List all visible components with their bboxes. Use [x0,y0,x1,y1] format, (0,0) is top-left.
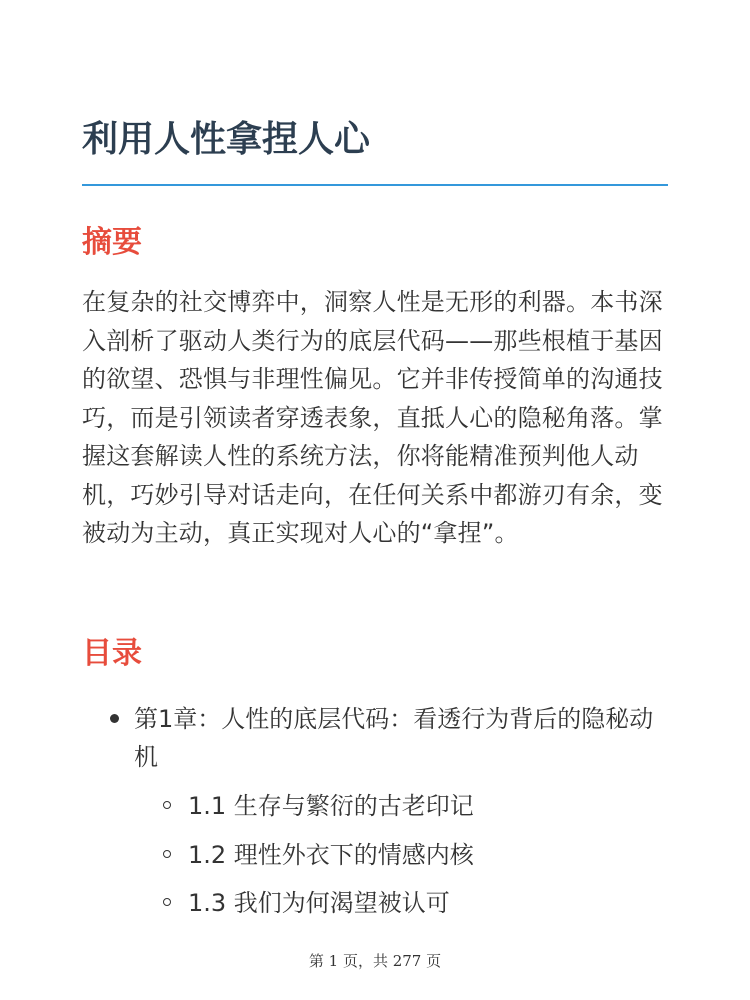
document-title: 利用人性拿捏人心 [82,119,371,160]
circle-bullet-icon [163,801,171,809]
toc-chapter-1[interactable]: 第1章：人性的底层代码：看透行为背后的隐秘动机 [134,705,654,771]
circle-bullet-icon [163,850,171,858]
bullet-dot-icon [110,714,119,723]
toc-section-1-1[interactable]: 1.1 生存与繁衍的古老印记 [188,792,474,820]
circle-bullet-icon [163,898,171,906]
abstract-body: 在复杂的社交博弈中，洞察人性是无形的利器。本书深入剖析了驱动人类行为的底层代码——那些根植于基因的欲望、恐惧与非理性偏见。它并非传授简单的沟通技巧，而是引领读者穿透表象，直抵人心的隐秘角落。掌握这套解读人性的系统方法，你将能精准预判他人动机，巧妙引导对话走向，在任何关系中都游刃有余，变被动为主动，真正实现对人心的“拿捏”。 [82,288,663,547]
title-divider [82,184,668,186]
toc-section-1-3[interactable]: 1.3 我们为何渴望被认可 [188,889,450,917]
toc-section-1-2[interactable]: 1.2 理性外衣下的情感内核 [188,841,474,869]
abstract-heading: 摘要 [82,225,142,260]
toc-heading: 目录 [82,636,142,671]
page-number-footer: 第 1 页，共 277 页 [308,952,442,970]
